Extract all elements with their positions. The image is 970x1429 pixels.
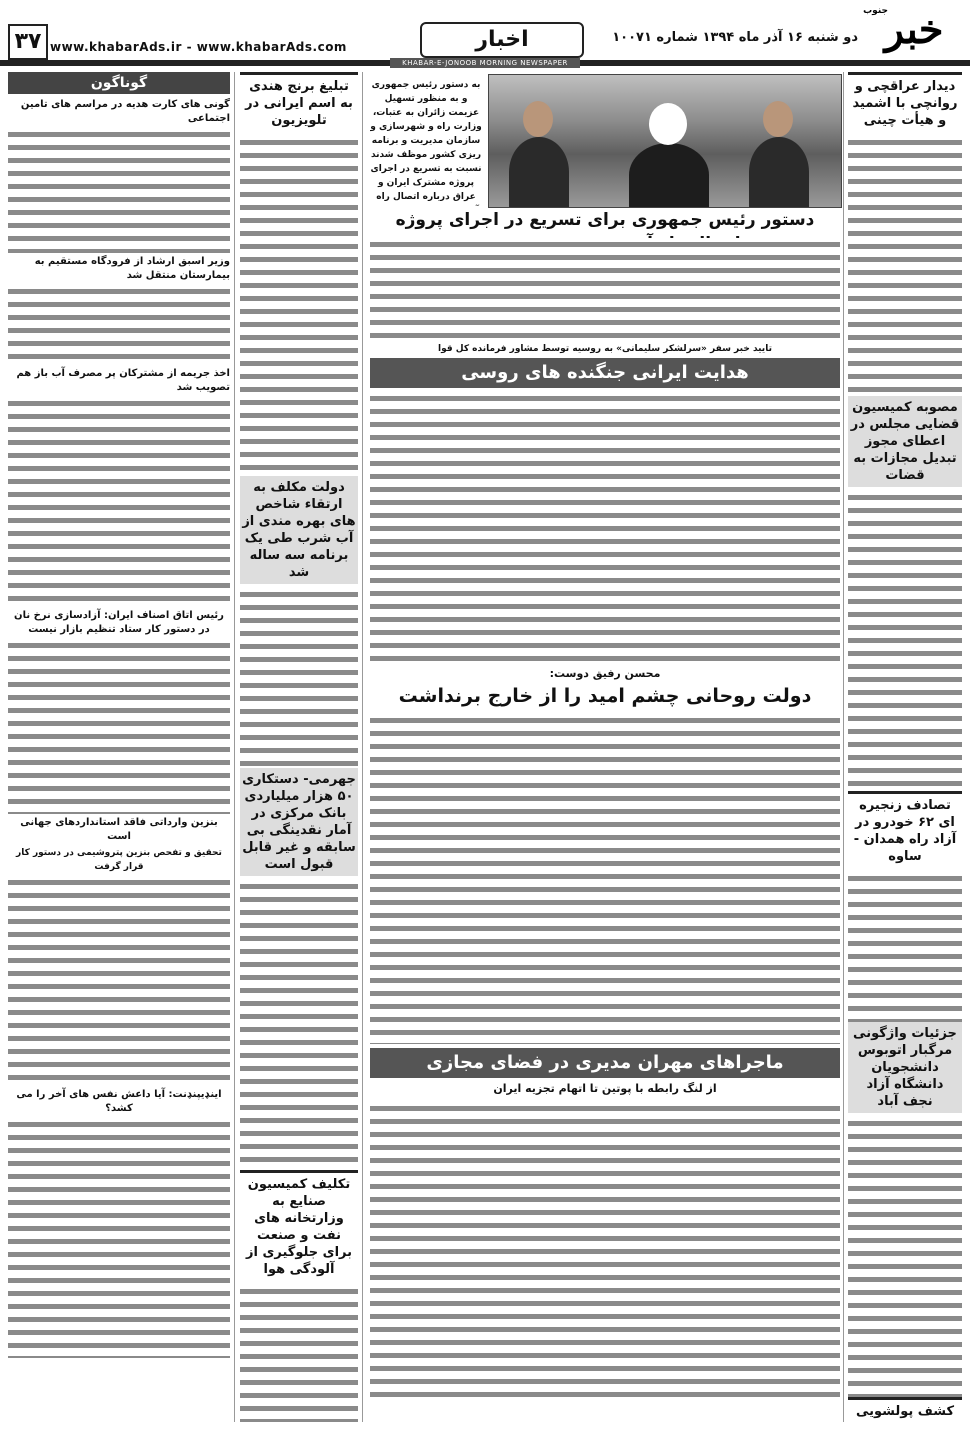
- left-article-6-body: [8, 1118, 230, 1358]
- page-number: ۳۷: [8, 24, 48, 60]
- banner-mehran-modiri: ماجراهای مهران مدیری در فضای مجازی: [370, 1048, 840, 1078]
- right-article-3-body: [848, 872, 962, 1022]
- left-headline-5b: تحقیق و تفحص بنزین پتروشیمی در دستور کار قرار گرفت: [16, 848, 222, 872]
- middle-headline-3: جهرمی- دستکاری ۵۰ هزار میلیاردی بانک مرکزی در آمار نقدینگی بی سابقه و غیر قابل قبول است: [240, 768, 358, 876]
- right-article-4-body: [848, 1117, 962, 1397]
- newspaper-logo: [863, 6, 962, 56]
- left-column: [8, 96, 230, 1422]
- left-article-2-body: [8, 285, 230, 365]
- right-headline-5: کشف پولشویی: [848, 1397, 962, 1422]
- middle-headline-2: دولت مکلف به ارتقاء شاخص های بهره مندی از آب شرب طی یک برنامه سه ساله شد: [240, 476, 358, 584]
- right-article-2-body: [848, 491, 962, 791]
- headline-rouhani-government: دولت روحانی چشم امید را از خارج برنداشت: [398, 685, 812, 707]
- section-gonagon: گوناگون: [8, 72, 230, 94]
- logo-small-text: جنوب: [863, 6, 888, 16]
- right-headline-4: جزئیات واژگونی مرگبار اتوبوس دانشجویان دانشگاه آزاد نجف آباد: [848, 1022, 962, 1113]
- left-headline-2: وزیر اسبق ارشاد از فرودگاه مستقیم به بیمارستان منتقل شد: [34, 256, 230, 281]
- logo-text: خبر: [884, 6, 944, 53]
- photo-caption: به دستور رئیس جمهوری و به منظور تسهیل عزیمت زائران به عتبات، وزارت راه و شهرسازی و سازمان مدیریت و برنامه ریزی کشور موظف شدند نسبت به تسریع در اجرای پروژه مشترک ایران و عراق درباره اتصال راه: [370, 80, 482, 202]
- left-article-5-body: [8, 876, 230, 1086]
- article-mehran-modiri-body: [370, 1102, 840, 1402]
- column-divider: [843, 72, 844, 1422]
- kicker-rafighdoost: محسن رفیق دوست:: [549, 667, 661, 680]
- left-article-1-body: [8, 128, 230, 253]
- masthead: [0, 0, 970, 62]
- subhead-mehran-modiri: از لنگ رابطه با پوتین تا اتهام تجزیه ایران: [493, 1082, 717, 1095]
- middle-column: [240, 72, 358, 1422]
- section-title: اخبار: [420, 22, 584, 58]
- left-headline-1: گونی های کارت هدیه در مراسم های تامین اجتماعی: [20, 99, 230, 124]
- column-divider: [234, 72, 235, 1422]
- middle-article-4-body: [240, 1285, 358, 1422]
- website-url: www.khabarAds.ir - www.khabarAds.com: [50, 40, 347, 54]
- article-railway-body: [370, 238, 840, 338]
- banner-russian-jets: هدایت ایرانی جنگنده های روسی: [370, 358, 840, 388]
- middle-headline-1: تبلیغ برنج هندی به اسم ایرانی در تلویزیون: [240, 72, 358, 132]
- right-headline-1: دیدار عراقچی و روانچی با اشمید و هیأت چینی: [848, 72, 962, 132]
- left-article-4-body: [8, 639, 230, 814]
- dateline: دو شنبه ۱۶ آذر ماه ۱۳۹۴ شماره ۱۰۰۷۱: [612, 30, 858, 45]
- middle-article-3-body: [240, 880, 358, 1170]
- right-column: [848, 72, 962, 1422]
- headline-railway: دستور رئیس جمهوری برای تسریع در اجرای پروژه: [395, 210, 815, 230]
- middle-article-1-body: [240, 136, 358, 476]
- left-headline-4: رئیس اتاق اصناف ایران: آزادسازی نرخ نان در دستور کار ستاد تنظیم بازار نیست: [14, 610, 224, 635]
- lede-soleimani: تایید خبر سفر «سرلشکر سلیمانی» به روسیه توسط مشاور فرمانده کل قوا: [438, 344, 772, 354]
- article-rouhani-body: [370, 714, 840, 1044]
- masthead-subtitle: KHABAR-E-JONOOB MORNING NEWSPAPER: [390, 58, 580, 68]
- left-article-3-body: [8, 397, 230, 607]
- right-headline-2: مصوبه کمیسیون قضایی مجلس در اعطای مجوز تبدیل مجازات به قضات: [848, 396, 962, 487]
- right-headline-3: تصادف زنجیره ای ۶۲ خودرو در آزاد راه همدان - ساوه: [848, 791, 962, 868]
- left-headline-3: اخذ جریمه از مشترکان پر مصرف آب باز هم تصویب شد: [16, 368, 230, 393]
- main-photo: [488, 74, 842, 208]
- middle-headline-4: تکلیف کمیسیون صنایع به وزارتخانه های نفت و صنعت برای جلوگیری از آلودگی هوا: [240, 1170, 358, 1281]
- left-headline-5: بنزین وارداتی فاقد استانداردهای جهانی است: [20, 817, 218, 842]
- middle-article-2-body: [240, 588, 358, 768]
- article-russian-jets-body: [370, 392, 840, 662]
- left-headline-6: اینډیپنډنت: آیا داعش نفس های آخر را می کشد؟: [16, 1089, 222, 1114]
- right-article-1-body: [848, 136, 962, 396]
- column-divider: [362, 72, 363, 1422]
